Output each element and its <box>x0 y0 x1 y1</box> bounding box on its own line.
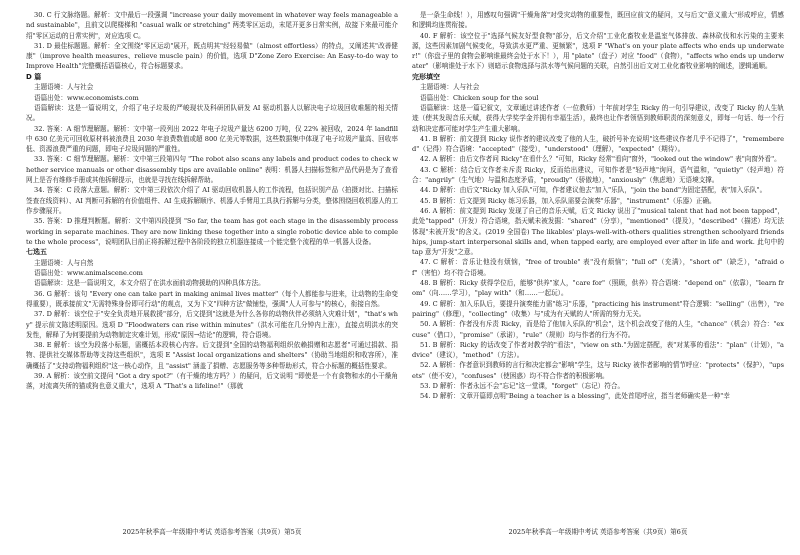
answer-paragraph: 34. 答案：C 段落大意题。解析：文中第三段依次介绍了 AI 驱动回收机器人的工作流程，包括识别产品（拍摄对比、扫描标签查在线资料）、AI 判断可拆解的有价值组件、AI 生成拆解顺序、机器人手臂用工具执行拆解与分类，整体围绕回收机器人的工作步骤展开。 <box>26 186 398 215</box>
answer-paragraph: 53. D 解析：作者永远不会"忘记"这一堂课，"forget"（忘记）符合。 <box>420 381 625 390</box>
answer-paragraph: 45. B 解析：后文提到 Ricky 练习乐器，加入乐队需要会演奏"乐器"，"instrument"（乐器）正确。 <box>420 196 716 205</box>
section-heading: 七选五 <box>26 248 47 257</box>
answer-paragraph: 语篇解读：这是一篇记叙文，文章通过讲述作者（一位教师）十年前对学生 Ricky 的一句引导建议，改变了 Ricky 的人生轨迹（使其发现音乐天赋，获得大学奖学金并拥有幸福生活），最终也让作者领悟到教师职责的深刻意义，即每一句话、每一个行动和决定都可能对学生产生重大影响。 <box>412 103 784 133</box>
answer-paragraph: 40. F 解析：该空位于"选择气候友好型食物"部分，后文介绍"工业化畜牧业是温室气体排放、森林砍伐和水污染的主要来源，这些因素加剧气候变化，导致洪水更严重、更频繁"，选项 F "What's on your plate affects who ends up underwater!"（你盘子里的食物会影响谁最终会处于水下！），用 "plate"（盘子）对应 "food"（食物），"affects who ends up underwater"（影响谁处于水下）则暗示食物选择与洪水等气候问题的关联，自然引出后文对工业化畜牧业影响的阐述，逻辑通顺。 <box>412 31 784 71</box>
answer-paragraph: 39. A 解析：该空前文提问 "Got a dry spot?"（有干燥的地方吗？）的疑问，后文说明 "即使是一个有食物和水的小干燥角落，对流离失所的猫或狗也意义重大"，选项 A "That's a lifeline!"（那就 <box>26 371 398 391</box>
page-footer-right: 2025年秋季高一年级期中考试 英语参考答案（共9页）第6页 <box>508 528 688 536</box>
answer-paragraph: 语篇出处：www.animalscene.com <box>34 269 143 278</box>
answer-paragraph: 36. G 解析：该句 "Every one can take part in making animal lives matter"（每个人都能参与进来，让动物的生命变得重要），既承接前文"无需特殊身份即可行动"的观点，又为下文"四种方法"做铺垫，强调"人人可参与"的核心，衔接自然。 <box>26 289 398 308</box>
answer-paragraph: 43. C 解析：结合后文作者未斥责 Ricky，反而给出建议，可知作者是"轻声地"询问，语气温和，"quietly"（轻声地）符合："angrily"（生气地）与温和态度矛盾，"proudly"（骄傲地），"anxiously"（焦虑地）无语境支撑。 <box>412 165 784 185</box>
answer-paragraph: 41. B 解析：前文提到 Ricky 说作者的建议改变了他的人生，破折号补充说明"这些建议作者几乎不记得了"，"remembered"（记得）符合语境："accepted"（接受），"understood"（理解），"expected"（期待）。 <box>412 134 784 154</box>
answer-paragraph: 是一条生命线！），用感叹句强调"干燥角落"对受灾动物的重要性，既回应前文的疑问，又与后文"意义重大"形成呼应，情感和逻辑均连贯衔接。 <box>412 11 784 30</box>
answer-paragraph: 49. C 解析：加入乐队后，要提升演奏能力需"练习"乐器，"practicing his instrument"符合逻辑："selling"（出售），"repairing"（修理），"collecting"（收集）与"成为有天赋的人"所需的努力无关。 <box>412 299 784 318</box>
answer-paragraph: 30. C 行文脉络题。解析：文中最后一段强调 "increase your daily movement in whatever way feels manageable and sustainable"，且前文以爬楼梯和 "casual walk or stretching" 两类零区运动，末尾开更多日常实例，故接下来最可能介绍"零区运动的日常实例"，对应选项 C。 <box>26 11 398 40</box>
answer-paragraph: 31. D 最佳标题题。解析：全文围绕"零区运动"展开，既点明其"经轻易做"（almost effortless）的特点，又阐述其"改善健康"（improve health measures、relieve muscle pain）的价值，选项 D"Zone Zero Exercise: An Easy-to-do way to Improve Health"完整概括语篇核心，符合标题要求。 <box>26 41 398 71</box>
answer-paragraph: 42. A 解析：由后文作者问 Ricky"在看什么？"可知，Ricky 经常"看向"窗外，"looked out the window" 表"向窗外看"。 <box>420 155 781 164</box>
answer-paragraph: 主题语境：人与社会 <box>34 83 94 92</box>
answer-paragraph: 52. A 解析：作者意识到教师的言行和决定都会"影响"学生，这与 Ricky 被作者影响的情节呼应："protects"（保护），"upsets"（使不安），"confuses"（使困惑）均不符合作者的积极影响。 <box>412 361 784 380</box>
answer-paragraph: 38. E 解析：该空为段落小标题，需概括本段核心内容。后文提到"全国的动物福利组织依赖捐赠和志愿者"可通过捐款、捐物、提供社交媒体帮助等支持这些组织"，选项 E "Assist local organizations and shelters"（协助当地组织和收容所），准确概括了"支持动物福利组织"这一核心动作，且 "assist" 涵盖了捐赠、志愿服务等多种帮助形式，符合小标题的概括性要求。 <box>26 341 398 370</box>
left-column <box>26 10 398 392</box>
answer-paragraph: 35. 答案：D 推理判断题。解析：文中第四段提到 "So far, the team has got each stage in the disassembly process working in separate machines. They are now linking these together into a single robotic device able to complete the whole process"，说明团队目前正将拆解过程中各阶段的独立机器连接成一个能完整个流程的单一机器人设备。 <box>26 217 398 246</box>
answer-paragraph: 50. A 解析：作者没有斥责 Ricky，而是给了他加入乐队的"机会"，这个机会改变了他的人生，"chance"（机会）符合："excuse"（借口），"promise"（承诺），"rule"（规则）均与作者的行为不符。 <box>412 320 784 339</box>
answer-paragraph: 37. D 解析：该空位于"安全负责地开展救援"部分，后文提到"这就是为什么各你的动物伙伴必须纳入灾难计划"，"that's why" 提示前文陈述明原因。选项 D "Floodwaters can rise within minutes"（洪水可能在几分钟内上涨），直接点明洪水的突发性，解释了为何要提前为动物制定灾难计划，形成"原因→结论"的逻辑，符合语境。 <box>26 310 398 339</box>
section-heading: D 篇 <box>26 72 42 81</box>
answer-paragraph: 54. D 解析：文章开篇即点明"Being a teacher is a blessing"，此处首尾呼应，指当老师确实是一种"幸 <box>420 392 730 401</box>
right-column <box>412 10 784 402</box>
answer-paragraph: 33. 答案：C 细节理解题。解析：文中第三段第四句 "The robot also scans any labels and product codes to check whether service manuals or other disassembly tips are available online" 表明：机器人扫描标签和产品代码是为了查看网上是否有维修手册或其他拆解提示，也就是寻找在线拆解帮助。 <box>26 155 398 185</box>
answer-paragraph: 主题语境：人与社会 <box>420 83 480 92</box>
answer-paragraph: 主题语境：人与自然 <box>34 258 94 267</box>
answer-paragraph: 语篇解读：这是一篇说明文，本文介绍了在洪水面前动物援助的四种具体方法。 <box>34 279 265 288</box>
answer-paragraph: 语篇出处：Chicken soup for the soul <box>420 93 539 102</box>
page-footer-left: 2025年秋季高一年级期中考试 英语参考答案（共9页）第5页 <box>122 528 302 536</box>
answer-paragraph: 51. B 解析：Ricky 的话改变了作者对教学的"看法"，"view on sth."为固定搭配，表"对某事的看法"："plan"（计划），"advice"（建议），"method"（方法）。 <box>412 340 784 360</box>
answer-paragraph: 48. B 解析：Ricky 获得学位后，能够"供养"家人，"care for"（照顾，供养）符合语境："depend on"（依靠），"learn from"（向……学习），"play with"（和……一起玩）。 <box>412 279 784 298</box>
answer-paragraph: 44. D 解析：由后文"Ricky 加入乐队"可知，作者建议他去"加入"乐队，"join the band"为固定搭配，表"加入乐队"。 <box>420 186 767 195</box>
answer-paragraph: 46. A 解析：前文提到 Ricky 发现了自己的音乐天赋，后文 Ricky 说出了"musical talent that had not been tapped"，此处"tapped"（开发）符合语境，指天赋未被发掘："shared"（分享），"mentioned"（提及），"described"（描述）均无法体现"未被开发"的含义。(2019 全国卷) The likables' plays-well-with-others qualities strengthen schoolyard friendships, jump-start interpersonal skills and, when tapped early, are employed ever after in life and work. 此句中的 tap 意为"开发"之意。 <box>412 206 784 257</box>
answer-paragraph: 语篇出处：www.economists.com <box>34 93 139 102</box>
answer-paragraph: 47. C 解析：音乐让他没有烦恼，"free of trouble" 表"没有烦恼"；"full of"（充满），"short of"（缺乏），"afraid of"（害怕）均不符合语境。 <box>412 258 784 277</box>
section-heading: 完形填空 <box>412 72 440 81</box>
answer-paragraph: 32. 答案：A 细节理解题。解析：文中第一段列出 2022 年电子垃圾产量达 6200 万吨，仅 22% 被回收，2024 年 landfill 中 630 亿美元可回收原材料被浪费且 2030 年浪费数值或超 800 亿美元等数据，这些数据集中体现了电子垃圾产量高、回收率低、资源浪费严重的问题，即电子垃圾问题的严重性。 <box>26 124 398 154</box>
answer-paragraph: 语篇解读：这是一篇说明文，介绍了电子垃圾的严峻现状及科研团队研发 AI 驱动机器人以解决电子垃圾回收难题的相关情况。 <box>26 103 398 123</box>
